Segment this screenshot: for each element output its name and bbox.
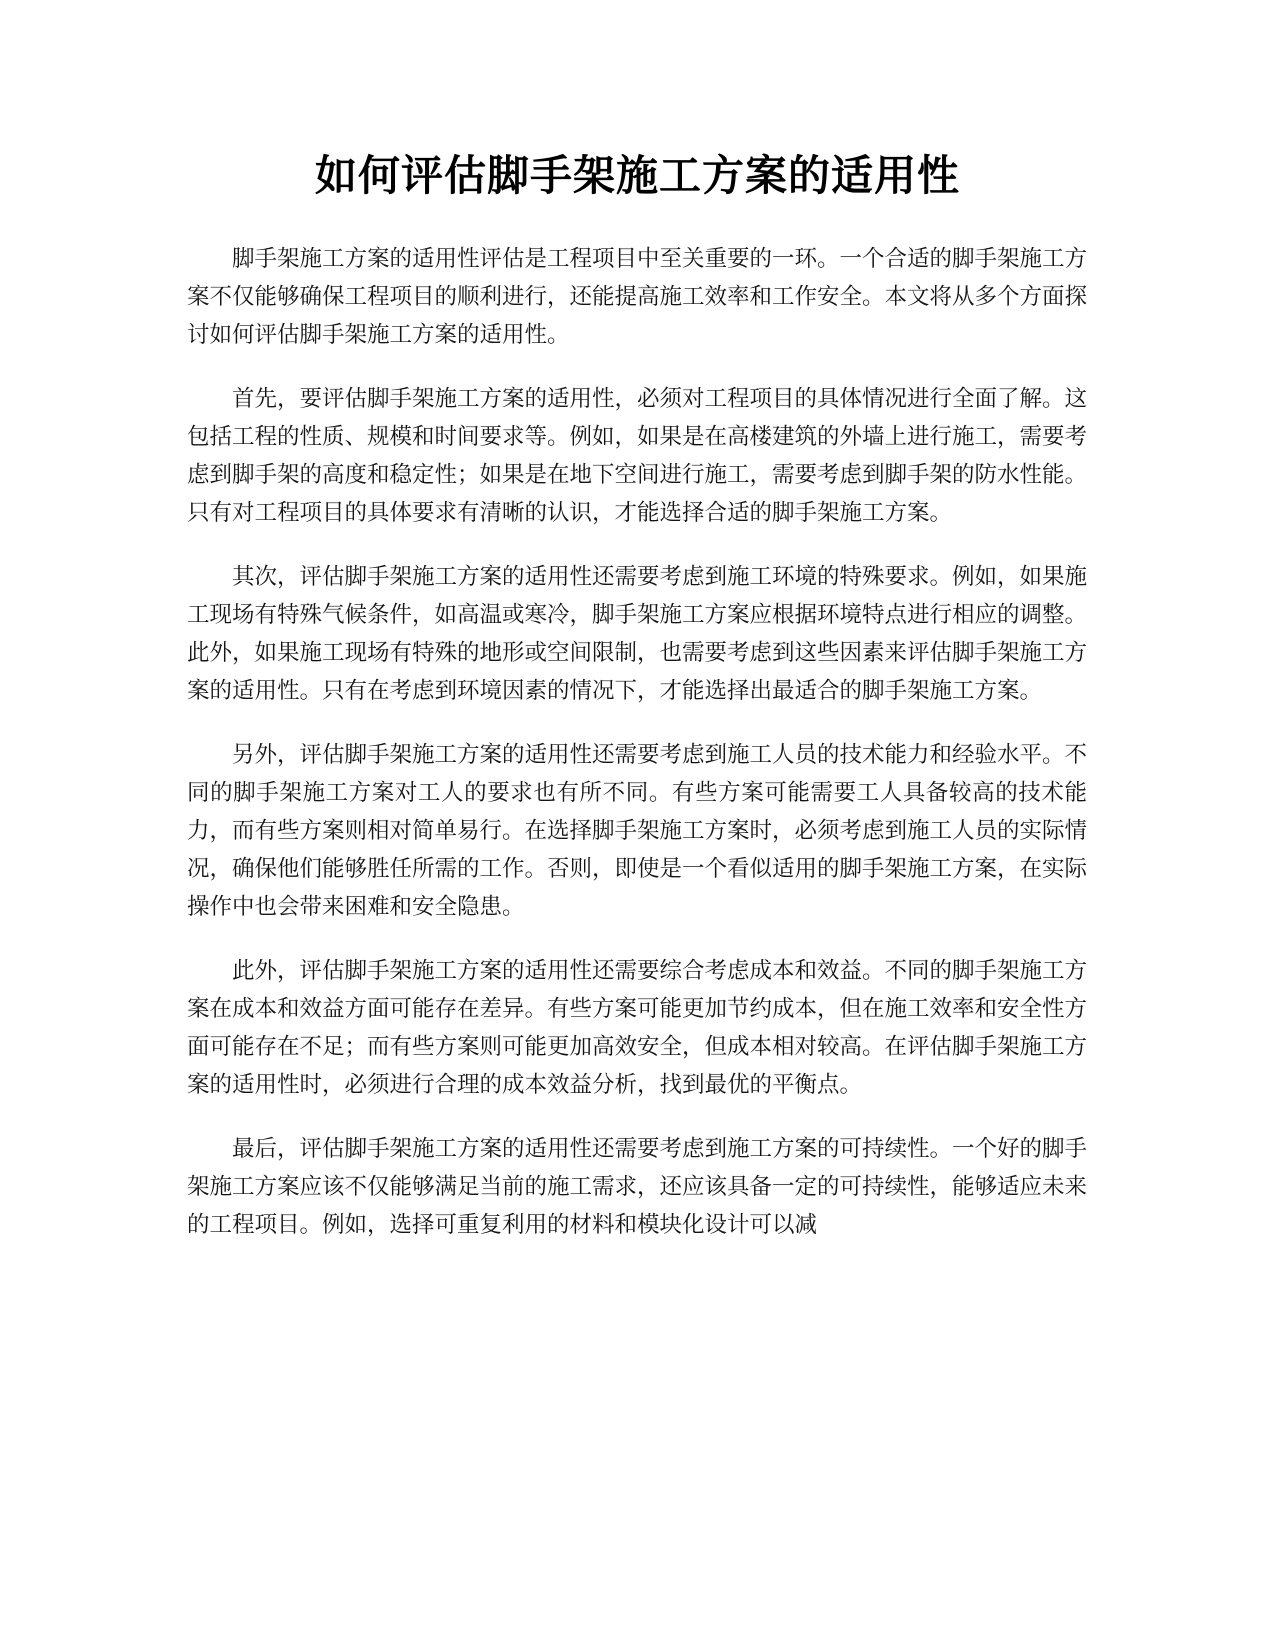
document-body (187, 240, 1087, 1270)
paragraph-environment: 其次，评估脚手架施工方案的适用性还需要考虑到施工环境的特殊要求。例如，如果施工现场有特殊气候条件，如高温或寒冷，脚手架施工方案应根据环境特点进行相应的调整。此外，如果施工现场有特殊的地形或空间限制，也需要考虑到这些因素来评估脚手架施工方案的适用性。只有在考虑到环境因素的情况下，才能选择出最适合的脚手架施工方案。 (187, 564, 1088, 704)
paragraph-sustainability: 最后，评估脚手架施工方案的适用性还需要考虑到施工方案的可持续性。一个好的脚手架施工方案应该不仅能够满足当前的施工需求，还应该具备一定的可持续性，能够适应未来的工程项目。例如，选择可重复利用的材料和模块化设计可以减 (187, 1136, 1088, 1238)
paragraph-worker-skills: 另外，评估脚手架施工方案的适用性还需要考虑到施工人员的技术能力和经验水平。不同的脚手架施工方案对工人的要求也有所不同。有些方案可能需要工人具备较高的技术能力，而有些方案则相对简单易行。在选择脚手架施工方案时，必须考虑到施工人员的实际情况，确保他们能够胜任所需的工作。否则，即使是一个看似适用的脚手架施工方案，在实际操作中也会带来困难和安全隐患。 (187, 742, 1088, 920)
paragraph-intro: 脚手架施工方案的适用性评估是工程项目中至关重要的一环。一个合适的脚手架施工方案不仅能够确保工程项目的顺利进行，还能提高施工效率和工作安全。本文将从多个方面探讨如何评估脚手架施工方案的适用性。 (187, 246, 1088, 348)
paragraph-project-conditions: 首先，要评估脚手架施工方案的适用性，必须对工程项目的具体情况进行全面了解。这包括工程的性质、规模和时间要求等。例如，如果是在高楼建筑的外墙上进行施工，需要考虑到脚手架的高度和稳定性；如果是在地下空间进行施工，需要考虑到脚手架的防水性能。只有对工程项目的具体要求有清晰的认识，才能选择合适的脚手架施工方案。 (187, 386, 1088, 526)
document-title: 如何评估脚手架施工方案的适用性 (314, 151, 960, 200)
paragraph-cost-benefit: 此外，评估脚手架施工方案的适用性还需要综合考虑成本和效益。不同的脚手架施工方案在成本和效益方面可能存在差异。有些方案可能更加节约成本，但在施工效率和安全性方面可能存在不足；而有些方案则可能更加高效安全，但成本相对较高。在评估脚手架施工方案的适用性时，必须进行合理的成本效益分析，找到最优的平衡点。 (187, 958, 1088, 1098)
